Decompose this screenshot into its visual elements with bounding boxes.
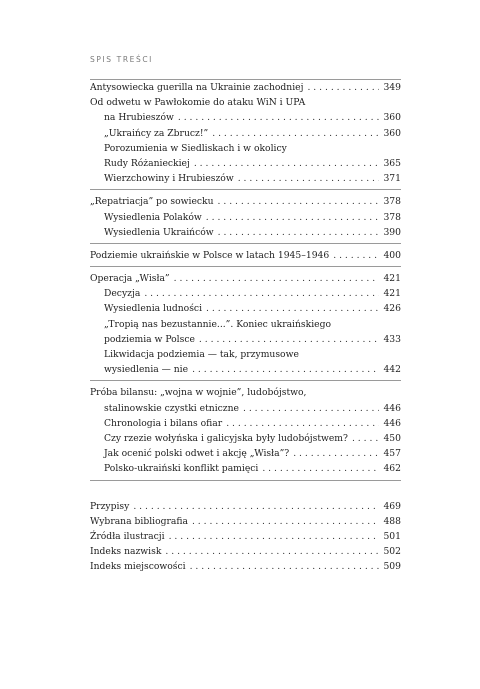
toc-entry [90, 80, 401, 95]
entry-title: „Tropią nas bezustannie...”. Koniec ukraińskiego [104, 318, 331, 330]
toc-entry [90, 271, 401, 286]
page-number: 421 [383, 288, 401, 300]
dot-leader [206, 301, 379, 316]
page-number: 400 [383, 249, 401, 261]
entry-title: „Repatriacja” po sowiecku [90, 196, 214, 208]
dot-leader [352, 431, 380, 446]
page-number: 378 [383, 211, 401, 223]
page-number: 442 [383, 364, 401, 376]
toc-entry [90, 194, 401, 209]
page-number: 446 [383, 402, 401, 414]
entry-title: Wysiedlenia Polaków [104, 211, 202, 223]
table-of-contents [90, 79, 401, 574]
dot-leader [307, 80, 379, 95]
entry-title: Przypisy [90, 500, 130, 512]
toc-entry [90, 385, 401, 400]
dot-leader [206, 210, 380, 225]
page-number: 469 [383, 500, 401, 512]
dot-leader [212, 126, 379, 141]
dot-leader [218, 194, 380, 209]
toc-entry [90, 559, 401, 574]
dot-leader [178, 110, 380, 125]
entry-title: Wysiedlenia ludności [104, 303, 203, 315]
toc-subentry [90, 156, 401, 171]
entry-title: Decyzja [104, 288, 141, 300]
page-number: 488 [383, 515, 401, 527]
dot-leader [190, 559, 380, 574]
toc-subentry [90, 210, 401, 225]
dot-leader [194, 156, 380, 171]
toc-subentry [90, 446, 401, 461]
toc-subentry [90, 110, 401, 125]
page-number: 462 [383, 463, 401, 475]
page-number: 378 [383, 196, 401, 208]
page-number: 426 [383, 303, 401, 315]
toc-subentry [90, 401, 401, 416]
page-number: 501 [383, 530, 401, 542]
dot-leader [293, 446, 379, 461]
entry-title: Podziemie ukraińskie w Polsce w latach 1945–1946 [90, 249, 330, 261]
entry-title: Źródła ilustracji [90, 530, 165, 542]
dot-leader [262, 461, 379, 476]
page-number: 457 [383, 448, 401, 460]
toc-subentry [90, 332, 401, 347]
section-divider [90, 189, 401, 190]
toc-entry [90, 529, 401, 544]
entry-title: Antysowiecka guerilla na Ukrainie zachodniej [90, 82, 304, 93]
running-header: SPIS TREŚCI [90, 55, 153, 64]
entry-title: Indeks nazwisk [90, 546, 162, 558]
entry-title: „Ukraińcy za Zbrucz!” [104, 127, 209, 139]
dot-leader [243, 401, 379, 416]
entry-title: Jak ocenić polski odwet i akcję „Wisła”? [104, 448, 290, 460]
entry-title: Wybrana bibliografia [90, 515, 188, 527]
toc-subentry [90, 431, 401, 446]
dot-leader [218, 225, 380, 240]
dot-leader [144, 286, 379, 301]
page-number: 502 [383, 546, 401, 558]
section-divider [90, 380, 401, 381]
entry-title: Polsko-ukraiński konflikt pamięci [104, 463, 259, 475]
toc-subentry [90, 347, 401, 362]
entry-title: Od odwetu w Pawłokomie do ataku WiN i UPA [90, 97, 306, 109]
page-number: 509 [383, 561, 401, 573]
entry-title: Wierzchowiny i Hrubieszów [104, 173, 234, 185]
dot-leader [133, 499, 379, 514]
page-number: 371 [383, 173, 401, 185]
dot-leader [169, 529, 380, 544]
page-number: 349 [383, 82, 401, 93]
toc-subentry [90, 301, 401, 316]
dot-leader [165, 544, 379, 559]
toc-entry [90, 248, 401, 263]
entry-title: Operacja „Wisła” [90, 273, 170, 285]
dot-leader [226, 416, 379, 431]
toc-subentry [90, 126, 401, 141]
entry-title: podziemia w Polsce [104, 333, 195, 345]
page-number: 360 [383, 127, 401, 139]
toc-subentry [90, 171, 401, 186]
entry-title: wysiedlenia — nie [104, 364, 189, 376]
page-number: 446 [383, 417, 401, 429]
entry-title: Czy rzezie wołyńska i galicyjska były ludobójstwem? [104, 432, 348, 444]
toc-subentry [90, 362, 401, 377]
entry-title: Rudy Różanieckiej [104, 157, 190, 169]
toc-subentry [90, 141, 401, 156]
entry-title: Wysiedlenia Ukraińców [104, 226, 214, 238]
page-number: 390 [383, 226, 401, 238]
dot-leader [192, 514, 379, 529]
backmatter-gap [90, 485, 401, 499]
entry-title: Likwidacja podziemia — tak, przymusowe [104, 349, 299, 360]
section-divider [90, 266, 401, 267]
page-number: 433 [383, 333, 401, 345]
dot-leader [238, 171, 380, 186]
toc-subentry [90, 317, 401, 332]
dot-leader [174, 271, 380, 286]
toc-subentry [90, 225, 401, 240]
toc-entry [90, 514, 401, 529]
page-number: 421 [383, 273, 401, 285]
toc-entry [90, 95, 401, 110]
page-number: 360 [383, 112, 401, 124]
entry-title: na Hrubieszów [104, 112, 174, 124]
entry-title: stalinowskie czystki etniczne [104, 402, 239, 414]
page-number: 365 [383, 157, 401, 169]
entry-title: Porozumienia w Siedliskach i w okolicy [104, 142, 287, 154]
dot-leader [333, 248, 379, 263]
page-number: 450 [383, 432, 401, 444]
toc-entry [90, 544, 401, 559]
toc-subentry [90, 461, 401, 476]
toc-entry [90, 499, 401, 514]
entry-title: Chronologia i bilans ofiar [104, 417, 223, 429]
toc-subentry [90, 416, 401, 431]
dot-leader [192, 362, 379, 377]
section-divider [90, 243, 401, 244]
toc-subentry [90, 286, 401, 301]
dot-leader [199, 332, 380, 347]
entry-title: Próba bilansu: „wojna w wojnie”, ludobójstwo, [90, 387, 307, 399]
entry-title: Indeks miejscowości [90, 561, 186, 573]
section-divider [90, 480, 401, 481]
